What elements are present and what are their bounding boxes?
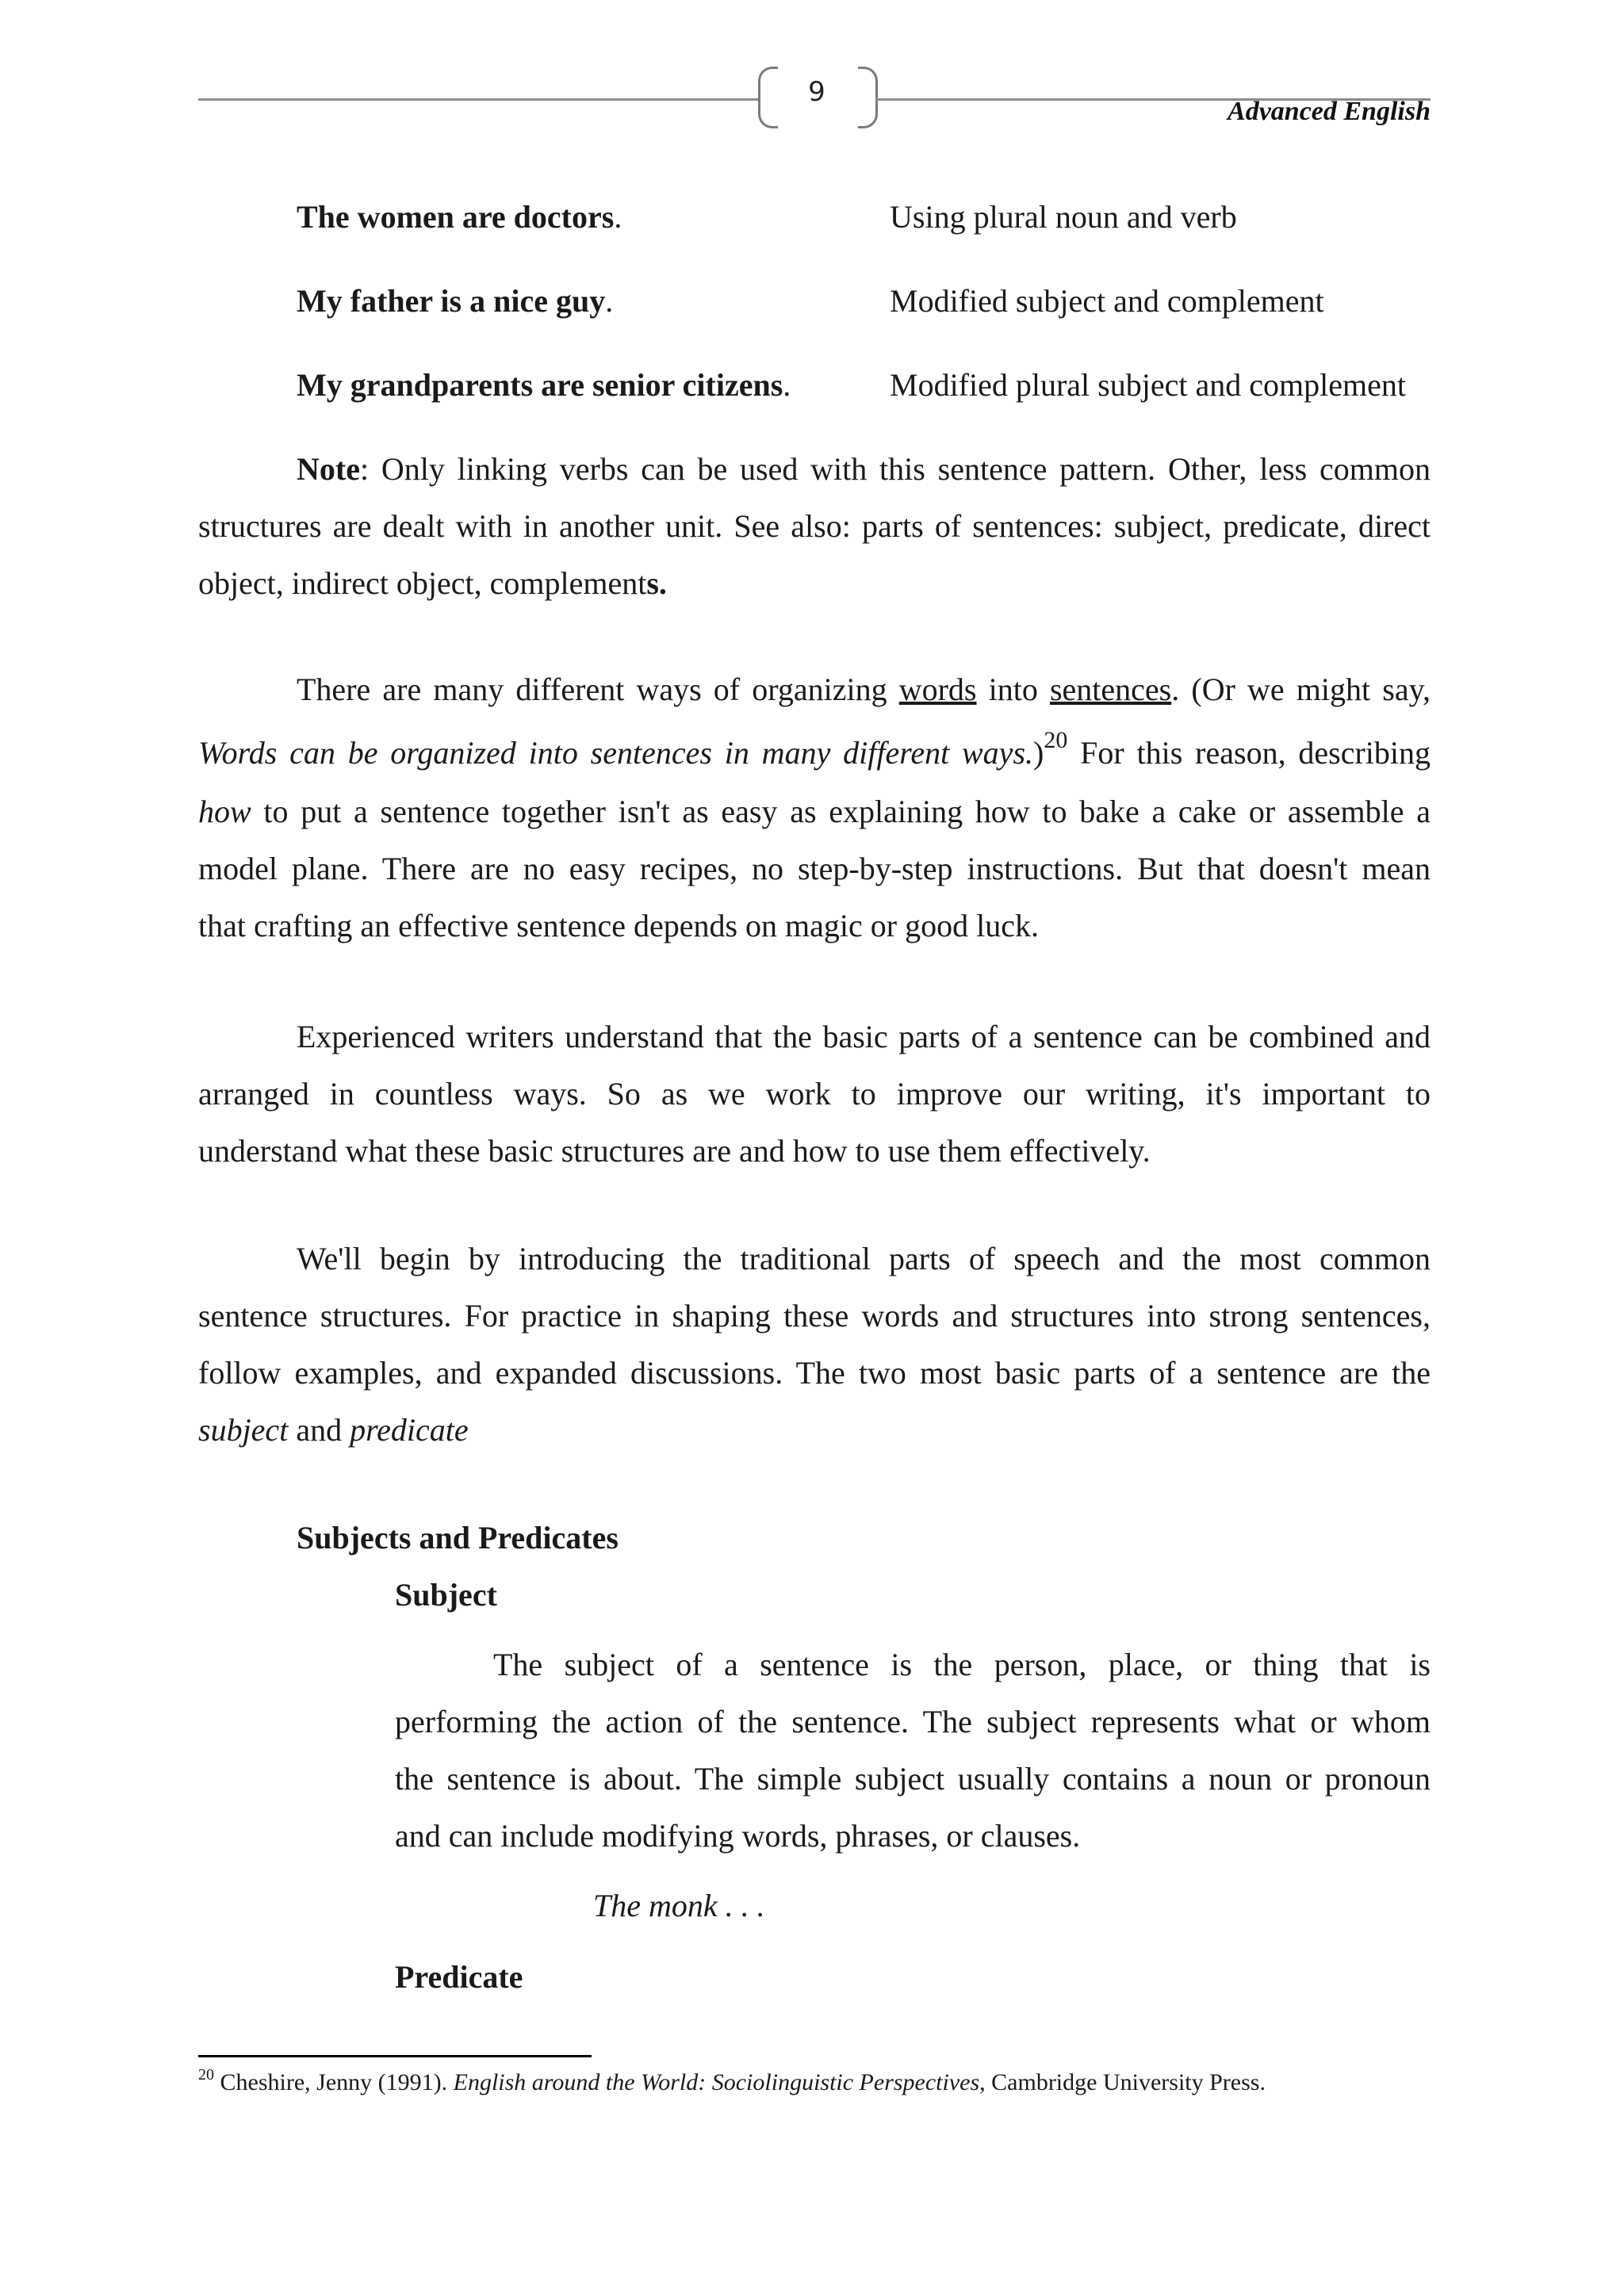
footnote: $^{20}$ Cheshire, Jenny (1991). English around the World: Sociolinguistic Perspectives, Cambridge University Press. [198,2066,1266,2095]
subject-example: The monk . . . [593,1888,765,1923]
note-line-1: Note: Only linking verbs can be used with this sentence pattern. Other, less common [297,451,1431,487]
subject-text-line-1: The subject of a sentence is the person, place, or thing that is [493,1647,1431,1682]
note-line-2: structures are dealt with in another unit. See also: parts of sentences: subject, predicate, direct [198,508,1431,544]
page-number: 9 [808,76,825,108]
para2-line-1: Experienced writers understand that the basic parts of a sentence can be combined and [297,1019,1431,1054]
subject-text-line-4: and can include modifying words, phrases, or clauses. [395,1818,1081,1854]
section-heading: Subjects and Predicates [297,1520,619,1556]
example-sentence-3: My grandparents are senior citizens. [297,367,791,403]
subject-text-line-3: the sentence is about. The simple subject usually contains a noun or pronoun [395,1761,1431,1797]
footnote-reference[interactable]: 20 [1044,726,1068,753]
running-title: Advanced English [1228,97,1431,126]
para2-line-3: understand what these basic structures are and how to use them effectively. [198,1133,1151,1169]
subject-text-line-2: performing the action of the sentence. The subject represents what or whom [395,1704,1431,1739]
para3-line-3: follow examples, and expanded discussions. The two most basic parts of a sentence are the [198,1355,1431,1391]
header-rule-left [198,98,758,101]
subject-heading: Subject [395,1577,497,1613]
para1-line-4: model plane. There are no easy recipes, no step-by-step instructions. But that doesn't mean [198,851,1431,886]
footnote-separator [198,2055,592,2057]
sentences-link[interactable]: sentences [1049,672,1172,707]
para3-line-1: We'll begin by introducing the traditional parts of speech and the most common [297,1241,1431,1276]
example-description-1: Using plural noun and verb [890,199,1237,235]
para1-line-5: that crafting an effective sentence depends on magic or good luck. [198,908,1039,943]
example-sentence-2: My father is a nice guy. [297,283,614,319]
para3-line-4: subject and predicate [198,1412,469,1448]
predicate-heading: Predicate [395,1959,523,1995]
para2-line-2: arranged in countless ways. So as we work to improve our writing, it's important to [198,1076,1431,1112]
para1-line-3: how to put a sentence together isn't as easy as explaining how to bake a cake or assemble a [198,794,1431,829]
example-sentence-1: The women are doctors. [297,199,622,235]
footnote-number: 20 [198,2066,214,2084]
note-line-3: object, indirect object, complements. [198,565,667,601]
words-link[interactable]: words [898,672,977,707]
page-number-left-bracket [758,67,778,128]
example-description-2: Modified subject and complement [890,283,1324,319]
note-label: Note [297,451,360,487]
page-number-right-bracket [858,67,878,128]
para3-line-2: sentence structures. For practice in shaping these words and structures into strong sentences, [198,1298,1431,1334]
example-description-3: Modified plural subject and complement [890,367,1406,403]
footnote-book-title: English around the World: Sociolinguistic Perspectives [453,2069,980,2095]
para1-line-1: There are many different ways of organizing words into sentences. (Or we might say, [297,672,1431,707]
para1-line-2: Words can be organized into sentences in many different ways.)$^{20}$ For this reason, describing [198,726,1431,771]
